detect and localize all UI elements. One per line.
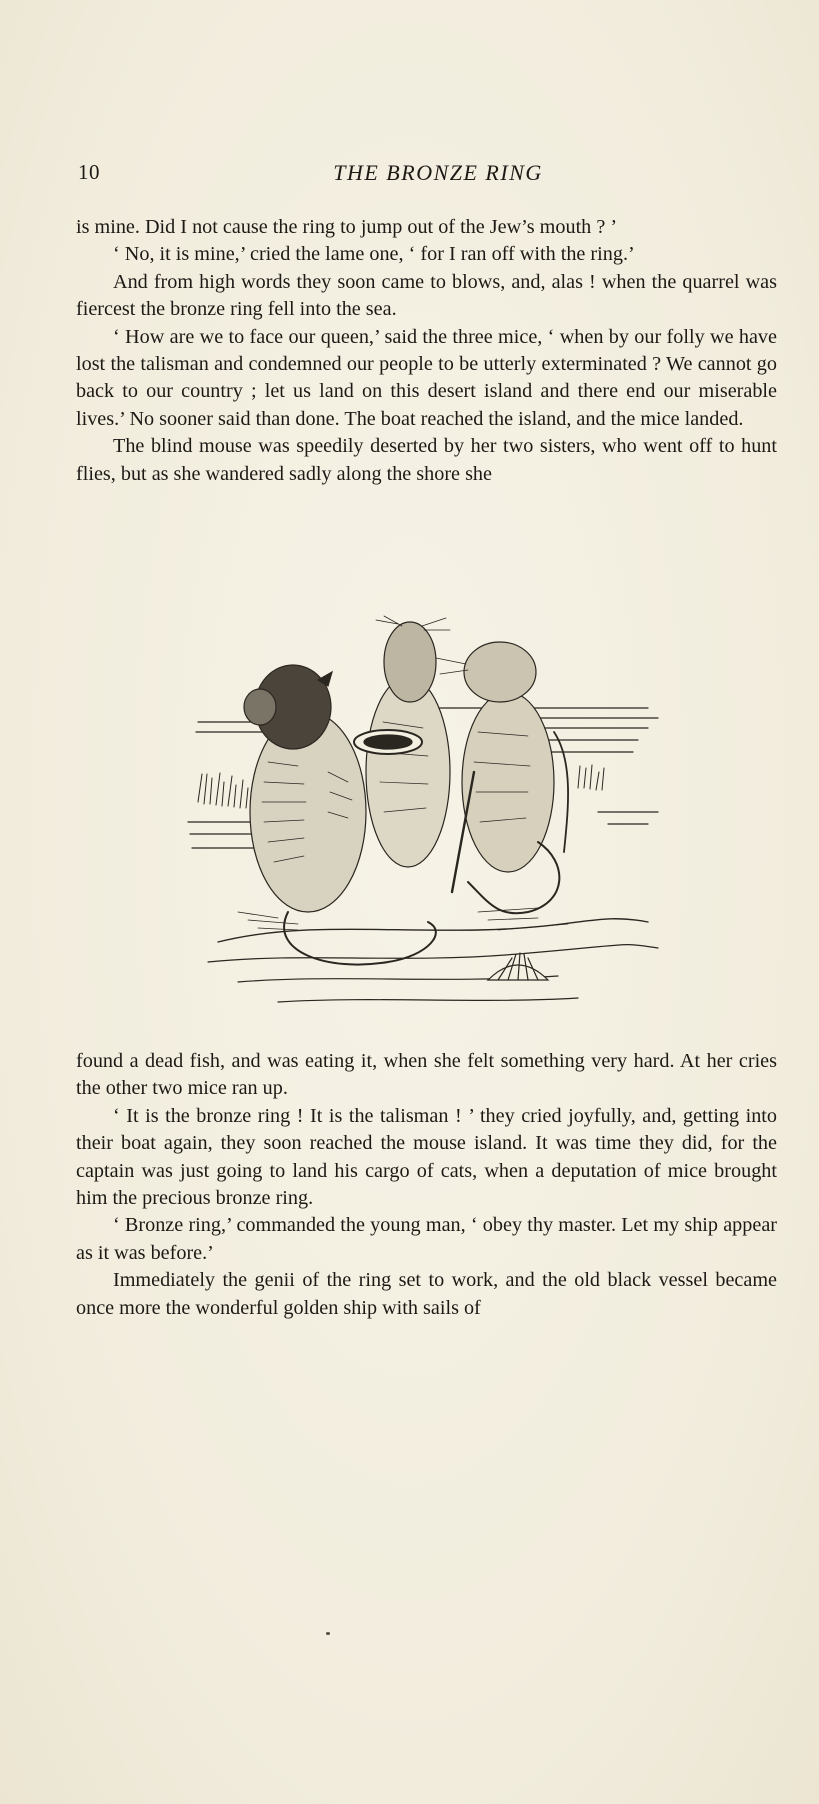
paper-speck xyxy=(326,1632,330,1635)
paragraph: And from high words they soon came to blows, and, alas ! when the quarrel was fiercest the bronze ring fell into the sea. xyxy=(76,270,777,321)
paragraph: The blind mouse was speedily deserted by her two sisters, who went off to hunt flies, but as she wandered sadly along the shore she xyxy=(76,435,777,485)
running-title: THE BRONZE RING xyxy=(333,160,543,185)
paragraph: ‘ Bronze ring,’ commanded the young man, ‘ obey thy master. Let my ship appear as it was before.’ xyxy=(76,1214,777,1264)
paragraph: Immediately the genii of the ring set to work, and the old black vessel became once more the wonderful golden ship with sails of xyxy=(76,1269,777,1319)
paragraph: ‘ It is the bronze ring ! It is the talisman ! ’ they cried joyfully, and, getting into their boat again, they soon reached the mouse island. It was time they did, for the captain was just going to land his cargo of cats, when a deputation of mice brought him the precious bronze ring. xyxy=(76,1104,777,1210)
page-header xyxy=(78,160,778,190)
page-number: 10 xyxy=(78,160,100,184)
paragraph: found a dead fish, and was eating it, when she felt something very hard. At her cries the other two mice ran up. xyxy=(76,1050,777,1100)
text-block-bottom xyxy=(76,1048,777,1322)
paragraph: ‘ No, it is mine,’ cried the lame one, ‘ for I ran off with the ring.’ xyxy=(113,243,635,266)
paragraph: is mine. Did I not cause the ring to jump out of the Jew’s mouth ? ’ xyxy=(76,216,618,238)
three-mice-illustration xyxy=(178,612,678,1032)
text-block-top xyxy=(76,214,777,488)
paragraph: ‘ How are we to face our queen,’ said the three mice, ‘ when by our folly we have lost the talisman and condemned our people to be utterly exterminated ? We cannot go back to our country ; let us land on this desert island and there end our miserable lives.’ No sooner said than done. The boat reached the island, and the mice landed. xyxy=(76,325,777,430)
